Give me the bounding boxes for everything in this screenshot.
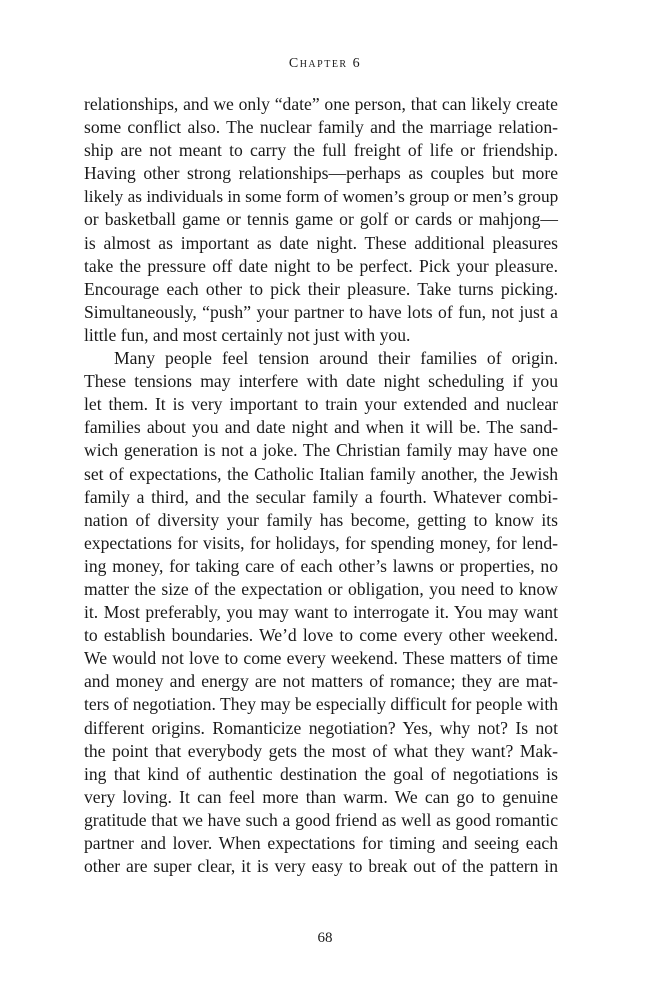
text-line: is almost as important as date night. These additional pleasures bbox=[84, 232, 558, 253]
text-line: We would not love to come every weekend. These matters of time bbox=[84, 648, 558, 669]
text-line: let them. It is very important to train your extended and nuclear bbox=[84, 394, 558, 415]
text-line: ters of negotiation. They may be especially difficult for people with bbox=[84, 694, 558, 715]
text-line: Having other strong relationships—perhaps as couples but more bbox=[84, 163, 558, 184]
text-line: other are super clear, it is very easy to break out of the pattern in bbox=[84, 856, 558, 877]
text-line: to establish boundaries. We’d love to come every other weekend. bbox=[84, 625, 558, 646]
text-line: families about you and date night and when it will be. The sand- bbox=[84, 417, 558, 438]
text-line: ing that kind of authentic destination the goal of negotiations is bbox=[84, 763, 558, 784]
text-line: and money and energy are not matters of romance; they are mat- bbox=[84, 671, 558, 692]
text-line: some conflict also. The nuclear family and the marriage relation- bbox=[84, 117, 558, 138]
text-line: Encourage each other to pick their pleasure. Take turns picking. bbox=[84, 278, 558, 299]
text-line: the point that everybody gets the most of what they want? Mak- bbox=[84, 740, 558, 761]
text-line: ship are not meant to carry the full freight of life or friendship. bbox=[84, 140, 558, 161]
text-line: Many people feel tension around their families of origin. bbox=[114, 348, 558, 369]
page-number: 68 bbox=[317, 930, 333, 946]
text-line: or basketball game or tennis game or golf or cards or mahjong— bbox=[84, 209, 558, 230]
text-line: take the pressure off date night to be perfect. Pick your pleasure. bbox=[84, 255, 558, 276]
text-line: relationships, and we only “date” one person, that can likely create bbox=[84, 94, 558, 114]
text-line: gratitude that we have such a good friend as well as good romantic bbox=[84, 809, 558, 830]
running-head: Chapter 6 bbox=[288, 56, 362, 71]
text-line: very loving. It can feel more than warm. We can go to genuine bbox=[84, 786, 558, 807]
text-line: matter the size of the expectation or obligation, you need to know bbox=[84, 578, 558, 599]
text-line: These tensions may interfere with date night scheduling if you bbox=[84, 371, 558, 392]
text-line: nation of diversity your family has become, getting to know its bbox=[84, 509, 558, 530]
text-line: family a third, and the secular family a fourth. Whatever combi- bbox=[84, 486, 558, 507]
text-line: different origins. Romanticize negotiation? Yes, why not? Is not bbox=[84, 717, 558, 738]
text-line: ing money, for taking care of each other’s lawns or properties, no bbox=[84, 555, 558, 576]
text-line: set of expectations, the Catholic Italian family another, the Jewish bbox=[84, 463, 558, 484]
text-line: likely as individuals in some form of women’s group or men’s group bbox=[84, 187, 559, 207]
text-line: Simultaneously, “push” your partner to have lots of fun, not just a bbox=[84, 301, 558, 322]
text-line: little fun, and most certainly not just with you. bbox=[84, 324, 411, 345]
text-line: it. Most preferably, you may want to interrogate it. You may want bbox=[84, 602, 558, 623]
text-line: partner and lover. When expectations for timing and seeing each bbox=[84, 833, 558, 853]
text-line: wich generation is not a joke. The Christian family may have one bbox=[84, 440, 558, 461]
text-line: expectations for visits, for holidays, for spending money, for lend- bbox=[84, 532, 558, 553]
body-text bbox=[84, 93, 558, 878]
